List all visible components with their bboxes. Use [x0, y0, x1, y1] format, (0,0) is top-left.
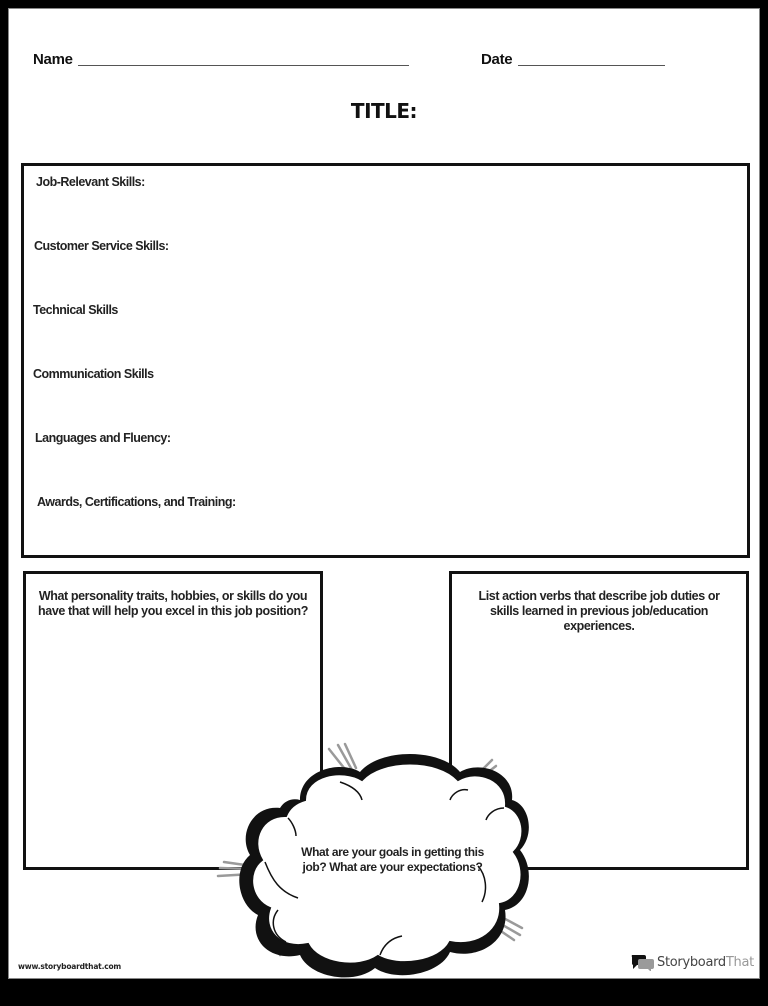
logo-text-that: That [725, 954, 754, 970]
goals-prompt: What are your goals in getting this job? What are your expectations? [301, 845, 484, 874]
name-label: Name [33, 51, 73, 68]
logo-text-storyboard: Storyboard [657, 954, 726, 970]
storyboardthat-logo[interactable] [631, 953, 754, 971]
action-verbs-prompt: List action verbs that describe job duties or skills learned in previous job/education experiences. [478, 589, 720, 633]
skill-label-customer-service: Customer Service Skills: [34, 239, 169, 253]
skill-label-communication: Communication Skills [33, 367, 154, 381]
speech-bubbles-icon [631, 953, 655, 971]
skill-label-awards: Awards, Certifications, and Training: [37, 495, 236, 509]
skill-label-technical: Technical Skills [33, 303, 118, 317]
date-label: Date [481, 51, 513, 68]
page-title: TITLE: [350, 99, 418, 123]
skill-label-job-relevant: Job-Relevant Skills: [36, 175, 145, 189]
personality-traits-prompt: What personality traits, hobbies, or skills do you have that will help you excel in this job position? [38, 589, 308, 618]
footer-url[interactable]: www.storyboardthat.com [18, 962, 122, 971]
skill-label-languages: Languages and Fluency: [35, 431, 171, 445]
